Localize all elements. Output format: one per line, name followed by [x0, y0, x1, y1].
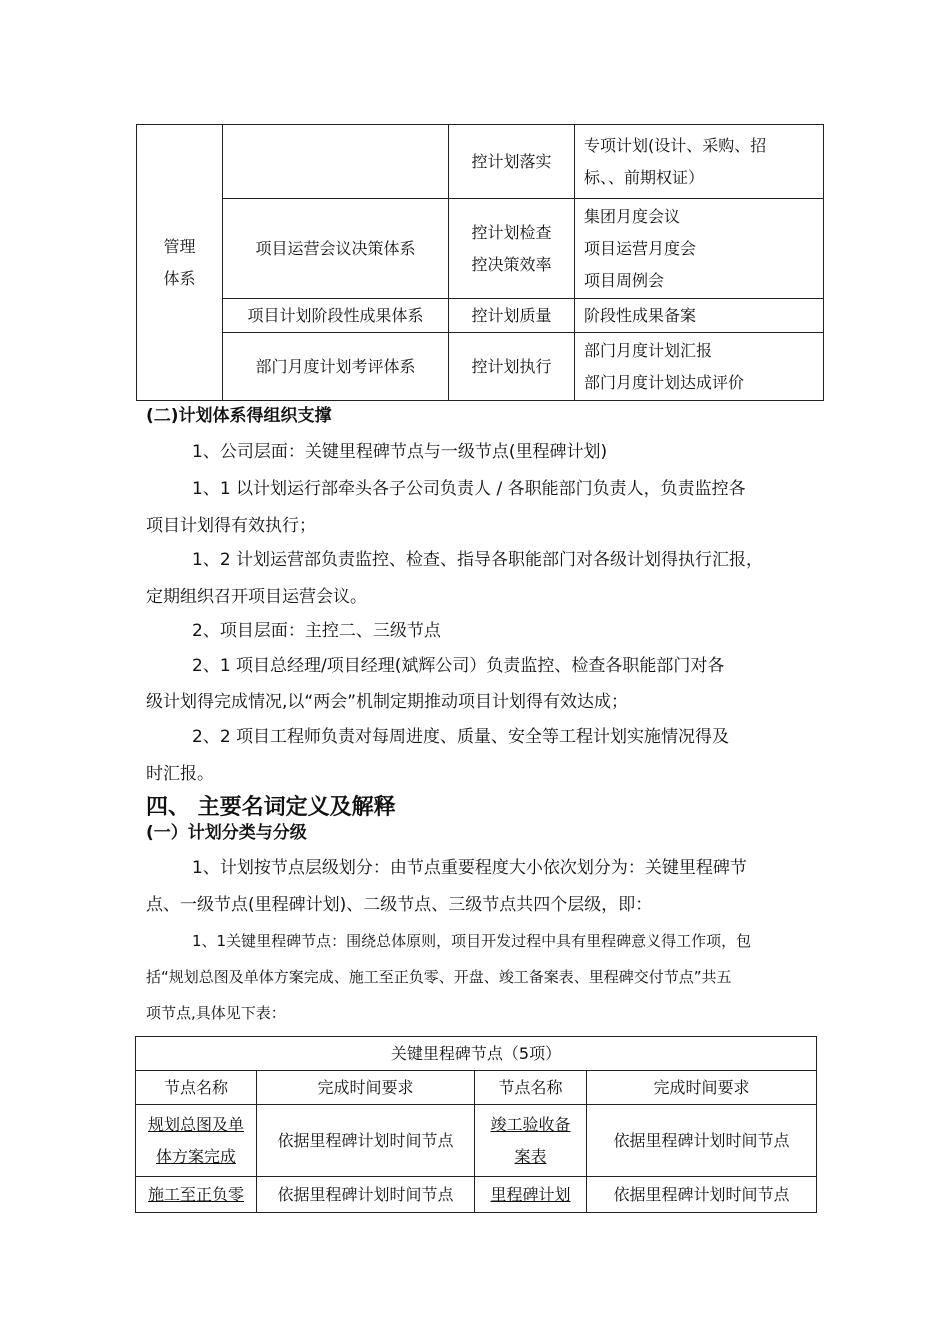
- column-header: 完成时间要求: [257, 1071, 475, 1105]
- paragraph-line: 1、公司层面：关键里程碑节点与一级节点(里程碑计划): [192, 442, 608, 462]
- table-header-row: [136, 1071, 817, 1105]
- paragraph-line: 项目计划得有效执行；: [146, 516, 316, 536]
- items-cell: 专项计划(设计、采购、招 标、、前期权证）: [575, 125, 824, 199]
- paragraph-line: 1、1关键里程碑节点：围绕总体原则，项目开发过程中具有里程碑意义得工作项，包: [192, 932, 752, 950]
- chapter-heading: 四、 主要名词定义及解释: [146, 795, 396, 820]
- paragraph-line: 1、计划按节点层级划分：由节点重要程度大小依次划分为：关键里程碑节: [192, 858, 747, 878]
- node-name-cell: 规划总图及单 体方案完成: [136, 1105, 257, 1177]
- control-cell: 控计划落实: [449, 125, 575, 199]
- requirement-cell: 依据里程碑计划时间节点: [587, 1105, 817, 1177]
- table-row: [137, 299, 824, 333]
- system-cell: 项目运营会议决策体系: [223, 199, 449, 299]
- section-heading: (一）计划分类与分级: [146, 823, 307, 843]
- node-name-cell: 施工至正负零: [136, 1177, 257, 1213]
- management-system-table: [136, 124, 824, 401]
- paragraph-line: 定期组织召开项目运营会议。: [146, 587, 367, 607]
- table-row: [136, 1105, 817, 1177]
- paragraph-line: 2、1 项目总经理/项目经理(斌辉公司）负责监控、检查各职能部门对各: [192, 656, 725, 676]
- paragraph-line: 级计划得完成情况,以“两会”机制定期推动项目计划得有效达成；: [146, 692, 629, 712]
- column-header: 节点名称: [475, 1071, 587, 1105]
- milestone-table: [135, 1036, 817, 1213]
- requirement-cell: 依据里程碑计划时间节点: [587, 1177, 817, 1213]
- table-row: [137, 125, 824, 199]
- column-header: 完成时间要求: [587, 1071, 817, 1105]
- table-row: [137, 333, 824, 401]
- table-title: 关键里程碑节点（5项）: [136, 1037, 817, 1071]
- column-header: 节点名称: [136, 1071, 257, 1105]
- paragraph-line: 1、2 计划运营部负责监控、检查、指导各职能部门对各级计划得执行汇报，: [192, 550, 764, 570]
- paragraph-line: 括“规划总图及单体方案完成、施工至正负零、开盘、竣工备案表、里程碑交付节点”共五: [146, 968, 732, 986]
- items-cell: 阶段性成果备案: [575, 299, 824, 333]
- paragraph-line: 时汇报。: [146, 764, 214, 784]
- control-cell: 控计划检查 控决策效率: [449, 199, 575, 299]
- items-cell: 部门月度计划汇报 部门月度计划达成评价: [575, 333, 824, 401]
- system-cell: 项目计划阶段性成果体系: [223, 299, 449, 333]
- node-name-cell: 里程碑计划: [475, 1177, 587, 1213]
- requirement-cell: 依据里程碑计划时间节点: [257, 1105, 475, 1177]
- paragraph-line: 2、2 项目工程师负责对每周进度、质量、安全等工程计划实施情况得及: [192, 727, 730, 747]
- paragraph-line: 2、项目层面：主控二、三级节点: [192, 621, 441, 641]
- items-cell: 集团月度会议 项目运营月度会 项目周例会: [575, 199, 824, 299]
- category-cell: 管理 体系: [137, 125, 223, 401]
- control-cell: 控计划质量: [449, 299, 575, 333]
- table-row: [137, 199, 824, 299]
- table-title-row: [136, 1037, 817, 1071]
- system-cell: 部门月度计划考评体系: [223, 333, 449, 401]
- control-cell: 控计划执行: [449, 333, 575, 401]
- node-name-cell: 竣工验收备 案表: [475, 1105, 587, 1177]
- paragraph-line: 项节点,具体见下表：: [146, 1004, 286, 1022]
- paragraph-line: 点、一级节点(里程碑计划)、二级节点、三级节点共四个层级，即：: [146, 895, 653, 915]
- table-row: [136, 1177, 817, 1213]
- section-heading: (二)计划体系得组织支撑: [146, 406, 332, 426]
- paragraph-line: 1、1 以计划运行部牵头各子公司负责人 / 各职能部门负责人，负责监控各: [192, 479, 746, 499]
- requirement-cell: 依据里程碑计划时间节点: [257, 1177, 475, 1213]
- system-cell: [223, 125, 449, 199]
